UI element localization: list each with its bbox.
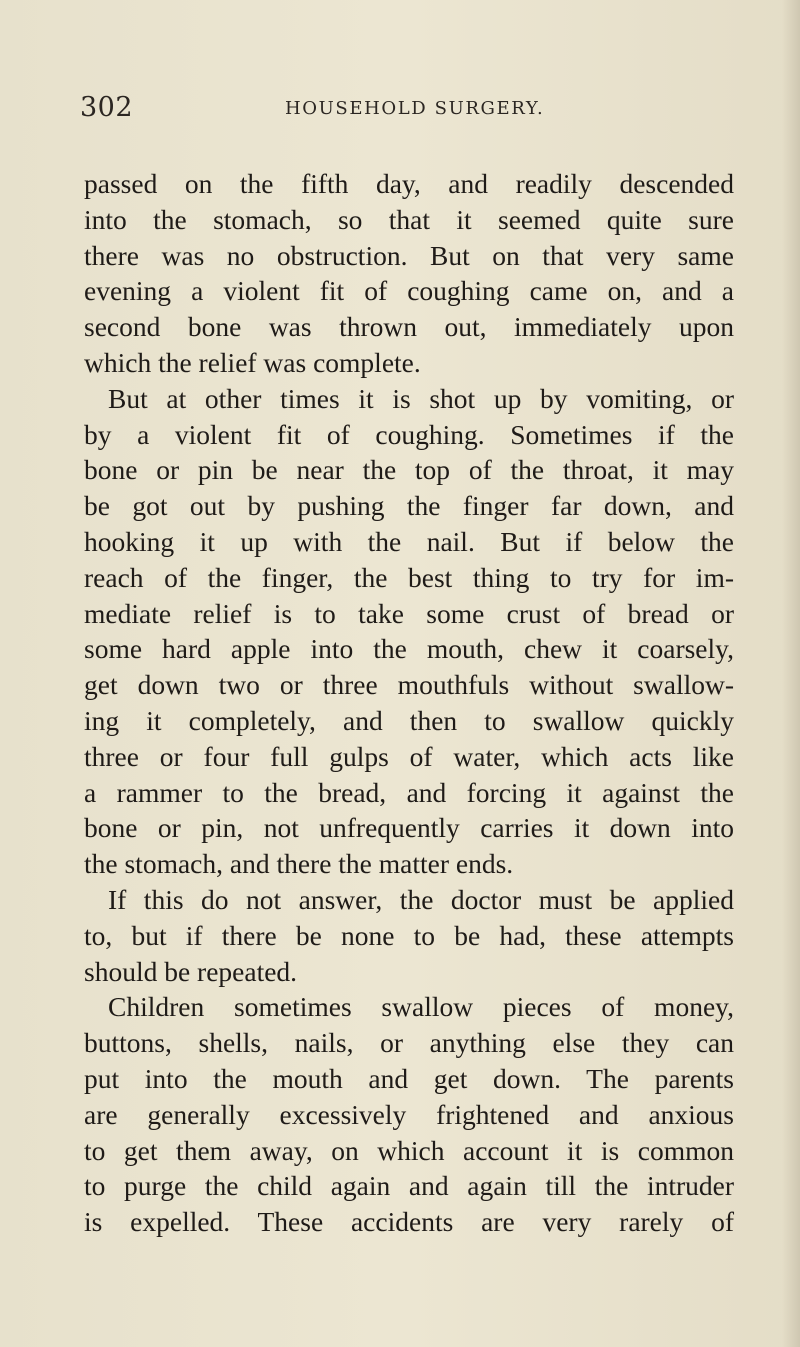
text-line: hooking it up with the nail. But if below the — [84, 525, 734, 557]
text-line: is expelled. These accidents are very rarely of — [84, 1206, 734, 1238]
text-line: should be repeated. — [84, 955, 298, 987]
text-line: be got out by pushing the finger far down, and — [84, 490, 734, 522]
page-header — [80, 92, 740, 132]
text-line: get down two or three mouthfuls without swallow- — [84, 669, 734, 701]
text-line: Children sometimes swallow pieces of money, — [108, 991, 734, 1023]
text-line: mediate relief is to take some crust of bread or — [84, 597, 734, 629]
text-line: put into the mouth and get down. The parents — [84, 1062, 734, 1094]
text-line: some hard apple into the mouth, chew it coarsely, — [84, 633, 734, 665]
text-line: If this do not answer, the doctor must be applied — [108, 883, 734, 915]
text-line: bone or pin be near the top of the throat, it may — [84, 454, 734, 486]
text-line: the stomach, and there the matter ends. — [84, 848, 514, 880]
text-line: a rammer to the bread, and forcing it against the — [84, 776, 734, 808]
text-line: bone or pin, not unfrequently carries it down into — [84, 812, 734, 844]
text-line: to, but if there be none to be had, these attempts — [84, 919, 734, 951]
text-line: But at other times it is shot up by vomiting, or — [108, 382, 734, 414]
text-line: there was no obstruction. But on that very same — [84, 239, 734, 271]
text-line: by a violent fit of coughing. Sometimes if the — [84, 418, 734, 450]
text-line: evening a violent fit of coughing came on, and a — [84, 275, 734, 307]
text-line: second bone was thrown out, immediately upon — [84, 311, 734, 343]
text-line: passed on the fifth day, and readily descended — [84, 168, 734, 199]
text-line: to purge the child again and again till the intruder — [84, 1170, 734, 1202]
text-line: to get them away, on which account it is common — [84, 1134, 734, 1166]
text-line: are generally excessively frightened and anxious — [84, 1098, 734, 1130]
text-line: buttons, shells, nails, or anything else they can — [84, 1027, 734, 1059]
text-line: into the stomach, so that it seemed quite sure — [84, 203, 734, 235]
text-line: three or four full gulps of water, which acts like — [84, 740, 734, 772]
text-line: reach of the finger, the best thing to try for im- — [84, 561, 734, 593]
text-line: which the relief was complete. — [84, 346, 421, 378]
body-text — [84, 166, 734, 1240]
page-edge-shadow — [782, 0, 800, 1347]
page-number: 302 — [80, 92, 134, 123]
running-title: HOUSEHOLD SURGERY. — [285, 98, 545, 119]
text-line: ing it completely, and then to swallow quickly — [84, 704, 734, 736]
